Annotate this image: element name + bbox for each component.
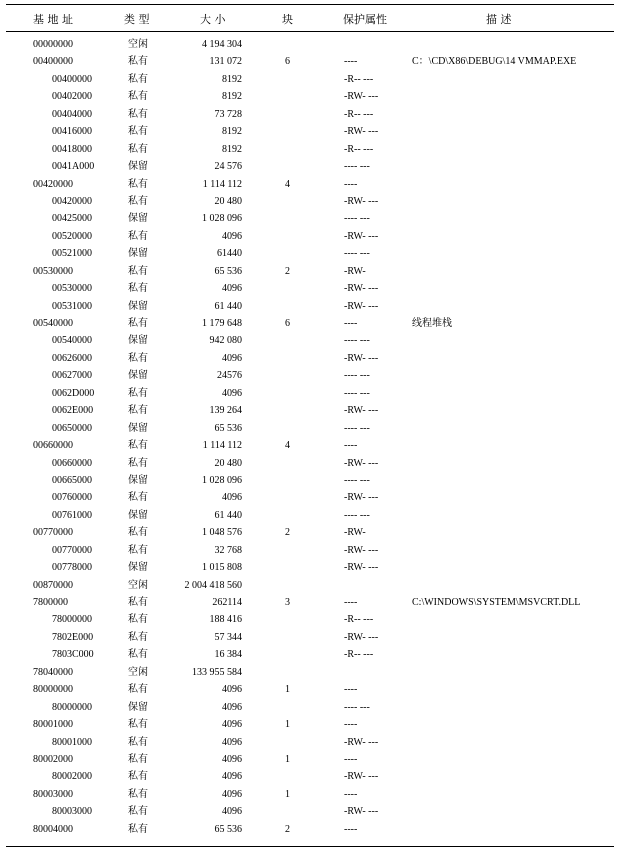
blocks-cell: 1 (285, 788, 290, 800)
protection-cell: -R-- --- (344, 108, 374, 120)
table-row-subregion (0, 71, 619, 88)
protection-cell: ---- (344, 823, 358, 835)
size-cell: 4096 (222, 753, 242, 765)
protection-cell: -RW- (344, 527, 366, 539)
table-row-subregion (0, 385, 619, 402)
base-address-cell: 00660000 (52, 457, 92, 469)
base-address-cell: 80003000 (33, 788, 73, 800)
size-cell: 4096 (222, 771, 242, 783)
base-address-cell: 80001000 (33, 719, 73, 731)
type-cell: 私有 (128, 143, 148, 155)
type-cell: 空闲 (128, 666, 148, 678)
protection-cell: -R-- --- (344, 73, 374, 85)
table-row-subregion (0, 141, 619, 158)
base-address-cell: 00770000 (33, 527, 73, 539)
size-cell: 8192 (222, 91, 242, 103)
base-address-cell: 80002000 (52, 771, 92, 783)
base-address-cell: 0062D000 (52, 387, 95, 399)
type-cell: 保留 (128, 161, 148, 173)
protection-cell: -RW- --- (344, 283, 379, 295)
protection-cell: -RW- --- (344, 736, 379, 748)
size-cell: 1 179 648 (202, 318, 242, 329)
type-cell: 私有 (128, 823, 148, 835)
protection-cell: -RW- --- (344, 91, 379, 103)
type-cell: 保留 (128, 370, 148, 382)
table-row-subregion (0, 734, 619, 751)
table-row-subregion (0, 280, 619, 297)
table-row-subregion (0, 559, 619, 576)
type-cell: 私有 (128, 457, 148, 469)
size-cell: 61 440 (214, 300, 242, 312)
table-row-subregion (0, 699, 619, 716)
header-rule (6, 31, 614, 32)
type-cell: 保留 (128, 562, 148, 574)
table-row-subregion (0, 228, 619, 245)
base-address-cell: 00650000 (52, 422, 92, 434)
size-cell: 131 072 (209, 56, 242, 68)
table-row-region (0, 437, 619, 454)
type-cell: 私有 (128, 318, 148, 329)
base-address-cell: 00400000 (52, 73, 92, 85)
type-cell: 保留 (128, 300, 148, 312)
size-cell: 24 576 (214, 161, 242, 173)
protection-cell: ---- (344, 56, 358, 68)
base-address-cell: 0041A000 (52, 161, 95, 173)
type-cell: 私有 (128, 597, 148, 608)
size-cell: 1 114 112 (202, 178, 242, 190)
base-address-cell: 78040000 (33, 666, 73, 678)
type-cell: 保留 (128, 422, 148, 434)
table-row-region (0, 263, 619, 280)
base-address-cell: 80000000 (52, 701, 92, 713)
table-row-subregion (0, 507, 619, 524)
header-base-address: 基 地 址 (33, 13, 73, 26)
table-row-subregion (0, 472, 619, 489)
size-cell: 4 194 304 (202, 39, 242, 50)
type-cell: 私有 (128, 753, 148, 765)
blocks-cell: 1 (285, 719, 290, 731)
base-address-cell: 00404000 (52, 108, 92, 120)
table-row-region (0, 664, 619, 681)
size-cell: 4096 (222, 701, 242, 713)
protection-cell: ---- (344, 318, 358, 329)
table-row-subregion (0, 455, 619, 472)
base-address-cell: 7803C000 (52, 649, 94, 661)
type-cell: 保留 (128, 213, 148, 225)
type-cell: 私有 (128, 527, 148, 539)
size-cell: 57 344 (214, 631, 242, 643)
type-cell: 私有 (128, 631, 148, 643)
protection-cell: ---- (344, 753, 358, 765)
size-cell: 1 028 096 (202, 474, 242, 486)
blocks-cell: 6 (285, 318, 290, 329)
blocks-cell: 2 (285, 527, 290, 539)
table-row-region (0, 821, 619, 838)
type-cell: 私有 (128, 230, 148, 242)
base-address-cell: 00626000 (52, 352, 92, 364)
header-type: 类 型 (124, 13, 150, 26)
type-cell: 私有 (128, 195, 148, 207)
base-address-cell: 00531000 (52, 300, 92, 312)
protection-cell: ---- --- (344, 370, 370, 382)
size-cell: 4096 (222, 788, 242, 800)
base-address-cell: 80002000 (33, 753, 73, 765)
blocks-cell: 6 (285, 56, 290, 68)
base-address-cell: 00870000 (33, 579, 73, 591)
size-cell: 1 048 576 (202, 527, 242, 539)
table-top-rule (6, 4, 614, 5)
size-cell: 16 384 (214, 649, 242, 661)
base-address-cell: 00540000 (52, 335, 92, 347)
type-cell: 私有 (128, 684, 148, 696)
base-address-cell: 00520000 (52, 230, 92, 242)
protection-cell: ---- --- (344, 701, 370, 713)
table-row-subregion (0, 298, 619, 315)
protection-cell: ---- --- (344, 509, 370, 521)
base-address-cell: 00660000 (33, 440, 73, 452)
table-row-subregion (0, 88, 619, 105)
blocks-cell: 3 (285, 597, 290, 608)
table-row-subregion (0, 367, 619, 384)
protection-cell: -RW- --- (344, 405, 379, 417)
blocks-cell: 1 (285, 753, 290, 765)
base-address-cell: 00770000 (52, 544, 92, 556)
protection-cell: -RW- --- (344, 195, 379, 207)
type-cell: 保留 (128, 509, 148, 521)
base-address-cell: 00425000 (52, 213, 92, 225)
base-address-cell: 00402000 (52, 91, 92, 103)
type-cell: 私有 (128, 265, 148, 277)
size-cell: 4096 (222, 230, 242, 242)
size-cell: 942 080 (209, 335, 242, 347)
size-cell: 73 728 (214, 108, 242, 120)
base-address-cell: 0062E000 (52, 405, 94, 417)
size-cell: 65 536 (214, 265, 242, 277)
table-row-subregion (0, 646, 619, 663)
protection-cell: -RW- --- (344, 457, 379, 469)
protection-cell: -RW- --- (344, 300, 379, 312)
description-cell: C：\CD\X86\DEBUG\14 VMMAP.EXE (412, 56, 577, 68)
type-cell: 私有 (128, 56, 148, 68)
size-cell: 8192 (222, 73, 242, 85)
base-address-cell: 00760000 (52, 492, 92, 504)
type-cell: 私有 (128, 387, 148, 399)
base-address-cell: 00400000 (33, 56, 73, 68)
table-row-subregion (0, 350, 619, 367)
blocks-cell: 4 (285, 440, 290, 452)
description-cell: 线程堆栈 (412, 318, 452, 329)
table-row-region (0, 716, 619, 733)
type-cell: 私有 (128, 178, 148, 190)
protection-cell: -RW- --- (344, 230, 379, 242)
size-cell: 262114 (212, 597, 242, 608)
protection-cell: -RW- --- (344, 771, 379, 783)
type-cell: 保留 (128, 701, 148, 713)
base-address-cell: 80004000 (33, 823, 73, 835)
header-size: 大 小 (200, 13, 226, 26)
base-address-cell: 78000000 (52, 614, 92, 626)
type-cell: 私有 (128, 788, 148, 800)
base-address-cell: 00420000 (52, 195, 92, 207)
size-cell: 188 416 (209, 614, 242, 626)
protection-cell: ---- --- (344, 335, 370, 347)
protection-cell: -R-- --- (344, 649, 374, 661)
base-address-cell: 00530000 (52, 283, 92, 295)
blocks-cell: 1 (285, 684, 290, 696)
size-cell: 4096 (222, 492, 242, 504)
table-row-subregion (0, 106, 619, 123)
type-cell: 私有 (128, 352, 148, 364)
base-address-cell: 80003000 (52, 806, 92, 818)
size-cell: 1 028 096 (202, 213, 242, 225)
base-address-cell: 00000000 (33, 39, 73, 50)
table-row-subregion (0, 332, 619, 349)
table-row-region (0, 176, 619, 193)
protection-cell: -R-- --- (344, 143, 374, 155)
size-cell: 2 004 418 560 (184, 579, 242, 591)
table-row-region (0, 524, 619, 541)
type-cell: 保留 (128, 474, 148, 486)
base-address-cell: 80000000 (33, 684, 73, 696)
base-address-cell: 00761000 (52, 509, 92, 521)
protection-cell: ---- (344, 684, 358, 696)
protection-cell: ---- --- (344, 161, 370, 173)
base-address-cell: 00416000 (52, 126, 92, 138)
table-row-subregion (0, 768, 619, 785)
type-cell: 空闲 (128, 579, 148, 591)
table-row-subregion (0, 158, 619, 175)
protection-cell: ---- --- (344, 213, 370, 225)
type-cell: 私有 (128, 544, 148, 556)
size-cell: 32 768 (214, 544, 242, 556)
table-row-region (0, 786, 619, 803)
table-row-subregion (0, 420, 619, 437)
type-cell: 私有 (128, 492, 148, 504)
table-row-subregion (0, 245, 619, 262)
type-cell: 私有 (128, 719, 148, 731)
blocks-cell: 4 (285, 178, 290, 190)
size-cell: 4096 (222, 387, 242, 399)
table-row-region (0, 53, 619, 70)
protection-cell: -RW- --- (344, 562, 379, 574)
type-cell: 保留 (128, 335, 148, 347)
header-protection: 保护属性 (343, 13, 387, 26)
base-address-cell: 00778000 (52, 562, 92, 574)
size-cell: 20 480 (214, 457, 242, 469)
size-cell: 4096 (222, 684, 242, 696)
table-row-region (0, 681, 619, 698)
table-row-subregion (0, 489, 619, 506)
type-cell: 私有 (128, 771, 148, 783)
protection-cell: ---- (344, 719, 358, 731)
protection-cell: -RW- --- (344, 126, 379, 138)
base-address-cell: 00665000 (52, 474, 92, 486)
type-cell: 私有 (128, 126, 148, 138)
protection-cell: ---- (344, 178, 358, 190)
size-cell: 8192 (222, 126, 242, 138)
base-address-cell: 00521000 (52, 248, 92, 260)
table-row-region (0, 36, 619, 53)
table-row-region (0, 594, 619, 611)
base-address-cell: 00418000 (52, 143, 92, 155)
size-cell: 4096 (222, 719, 242, 731)
table-row-subregion (0, 542, 619, 559)
protection-cell: ---- (344, 440, 358, 452)
table-row-subregion (0, 402, 619, 419)
type-cell: 私有 (128, 91, 148, 103)
protection-cell: -RW- --- (344, 544, 379, 556)
protection-cell: ---- --- (344, 422, 370, 434)
size-cell: 24576 (217, 370, 242, 382)
size-cell: 65 536 (214, 823, 242, 835)
blocks-cell: 2 (285, 823, 290, 835)
protection-cell: ---- --- (344, 387, 370, 399)
protection-cell: ---- (344, 788, 358, 800)
table-row-region (0, 577, 619, 594)
protection-cell: -RW- --- (344, 631, 379, 643)
table-row-subregion (0, 611, 619, 628)
base-address-cell: 00530000 (33, 265, 73, 277)
protection-cell: -RW- (344, 265, 366, 277)
table-row-subregion (0, 629, 619, 646)
base-address-cell: 7800000 (33, 597, 68, 608)
protection-cell: ---- (344, 597, 358, 608)
protection-cell: ---- --- (344, 248, 370, 260)
type-cell: 私有 (128, 806, 148, 818)
size-cell: 61 440 (214, 509, 242, 521)
size-cell: 4096 (222, 736, 242, 748)
protection-cell: ---- --- (344, 474, 370, 486)
table-row-region (0, 315, 619, 332)
protection-cell: -RW- --- (344, 806, 379, 818)
size-cell: 4096 (222, 352, 242, 364)
table-bottom-rule (6, 846, 614, 847)
type-cell: 私有 (128, 614, 148, 626)
size-cell: 1 114 112 (202, 440, 242, 452)
base-address-cell: 00420000 (33, 178, 73, 190)
type-cell: 私有 (128, 440, 148, 452)
memory-region-table (0, 36, 619, 838)
base-address-cell: 00627000 (52, 370, 92, 382)
size-cell: 20 480 (214, 195, 242, 207)
size-cell: 61440 (217, 248, 242, 260)
blocks-cell: 2 (285, 265, 290, 277)
base-address-cell: 80001000 (52, 736, 92, 748)
type-cell: 私有 (128, 649, 148, 661)
size-cell: 133 955 584 (192, 666, 242, 678)
type-cell: 私有 (128, 736, 148, 748)
type-cell: 空闲 (128, 39, 148, 50)
table-row-subregion (0, 193, 619, 210)
type-cell: 私有 (128, 283, 148, 295)
header-description: 描 述 (486, 13, 512, 26)
base-address-cell: 00540000 (33, 318, 73, 329)
table-row-region (0, 751, 619, 768)
size-cell: 65 536 (214, 422, 242, 434)
table-row-subregion (0, 123, 619, 140)
protection-cell: -RW- --- (344, 492, 379, 504)
protection-cell: -RW- --- (344, 352, 379, 364)
size-cell: 4096 (222, 283, 242, 295)
type-cell: 私有 (128, 108, 148, 120)
size-cell: 139 264 (209, 405, 242, 417)
table-row-subregion (0, 210, 619, 227)
size-cell: 8192 (222, 143, 242, 155)
table-row-subregion (0, 803, 619, 820)
type-cell: 私有 (128, 73, 148, 85)
description-cell: C:\WINDOWS\SYSTEM\MSVCRT.DLL (412, 597, 581, 608)
type-cell: 保留 (128, 248, 148, 260)
base-address-cell: 7802E000 (52, 631, 94, 643)
size-cell: 1 015 808 (202, 562, 242, 574)
protection-cell: -R-- --- (344, 614, 374, 626)
header-blocks: 块 (282, 13, 293, 26)
size-cell: 4096 (222, 806, 242, 818)
type-cell: 私有 (128, 405, 148, 417)
